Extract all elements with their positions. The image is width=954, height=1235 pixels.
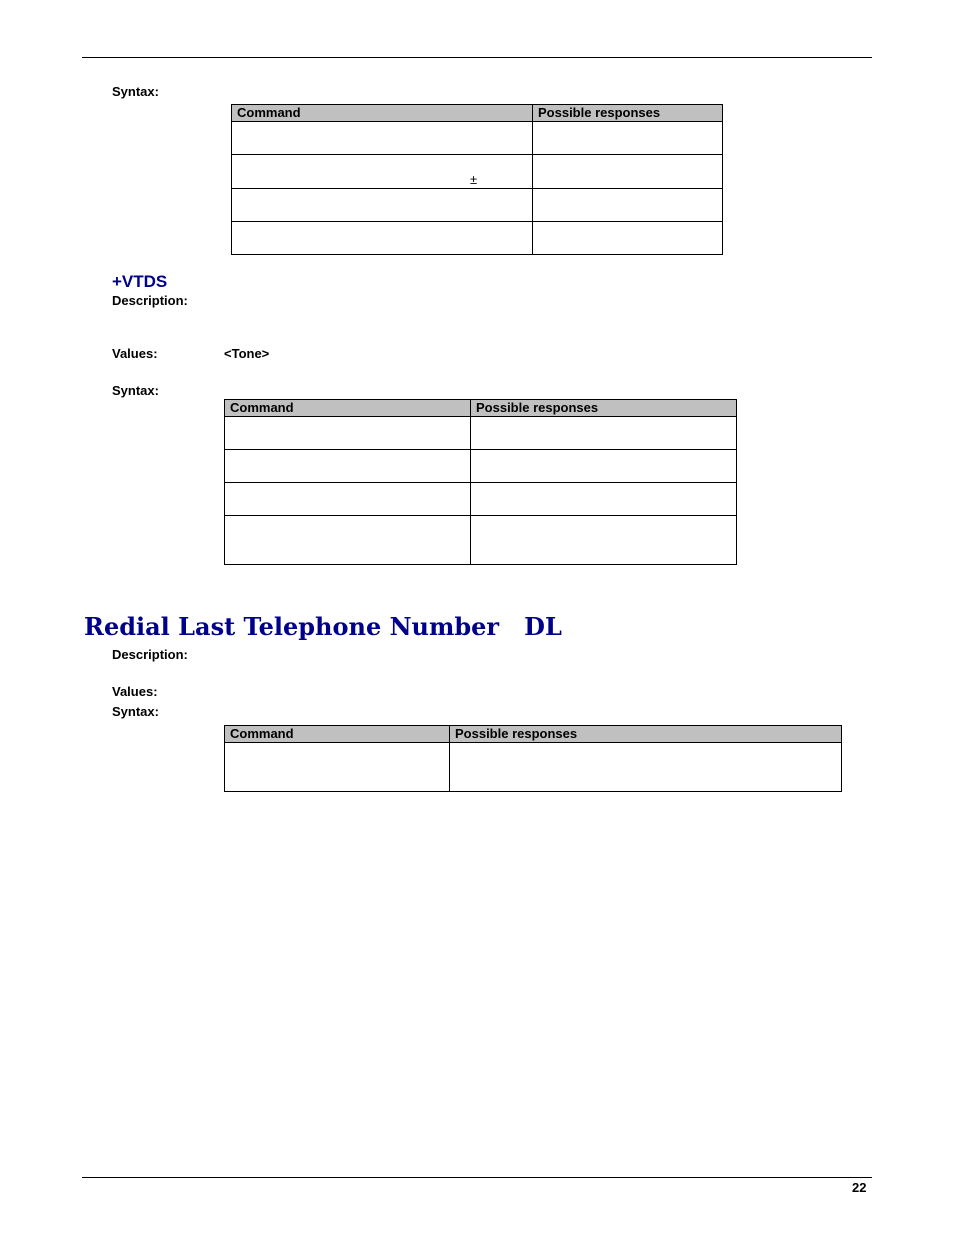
table-header-responses: Possible responses [533,105,723,122]
redial-title: Redial Last Telephone Number DL [84,612,562,641]
vtds-values-param: <Tone> [224,346,270,361]
footer-rule [82,1177,872,1178]
vtds-heading: +VTDS [112,272,168,291]
table-header-command: Command [232,105,533,122]
table-row [232,122,723,155]
vtds-description-label: Description: [112,293,188,308]
syntax-label-1: Syntax: [112,84,159,99]
table-row [225,417,737,450]
table-header-command: Command [225,726,450,743]
vtds-syntax-label: Syntax: [112,383,159,398]
vtds-values-label: Values: [112,346,158,361]
table-header-command: Command [225,400,471,417]
vtds-syntax-table [224,399,737,565]
header-rule [82,57,872,58]
table-row [232,189,723,222]
table-header-responses: Possible responses [450,726,842,743]
table-row [225,516,737,565]
table-row [225,483,737,516]
table-row [225,450,737,483]
redial-syntax-label: Syntax: [112,704,159,719]
table-header-responses: Possible responses [471,400,737,417]
table-row [232,222,723,255]
plus-minus-symbol: ± [470,172,478,187]
page-number: 22 [852,1180,867,1195]
redial-syntax-table [224,725,842,792]
redial-values-label: Values: [112,684,158,699]
redial-description-label: Description: [112,647,188,662]
table-row [225,743,842,792]
